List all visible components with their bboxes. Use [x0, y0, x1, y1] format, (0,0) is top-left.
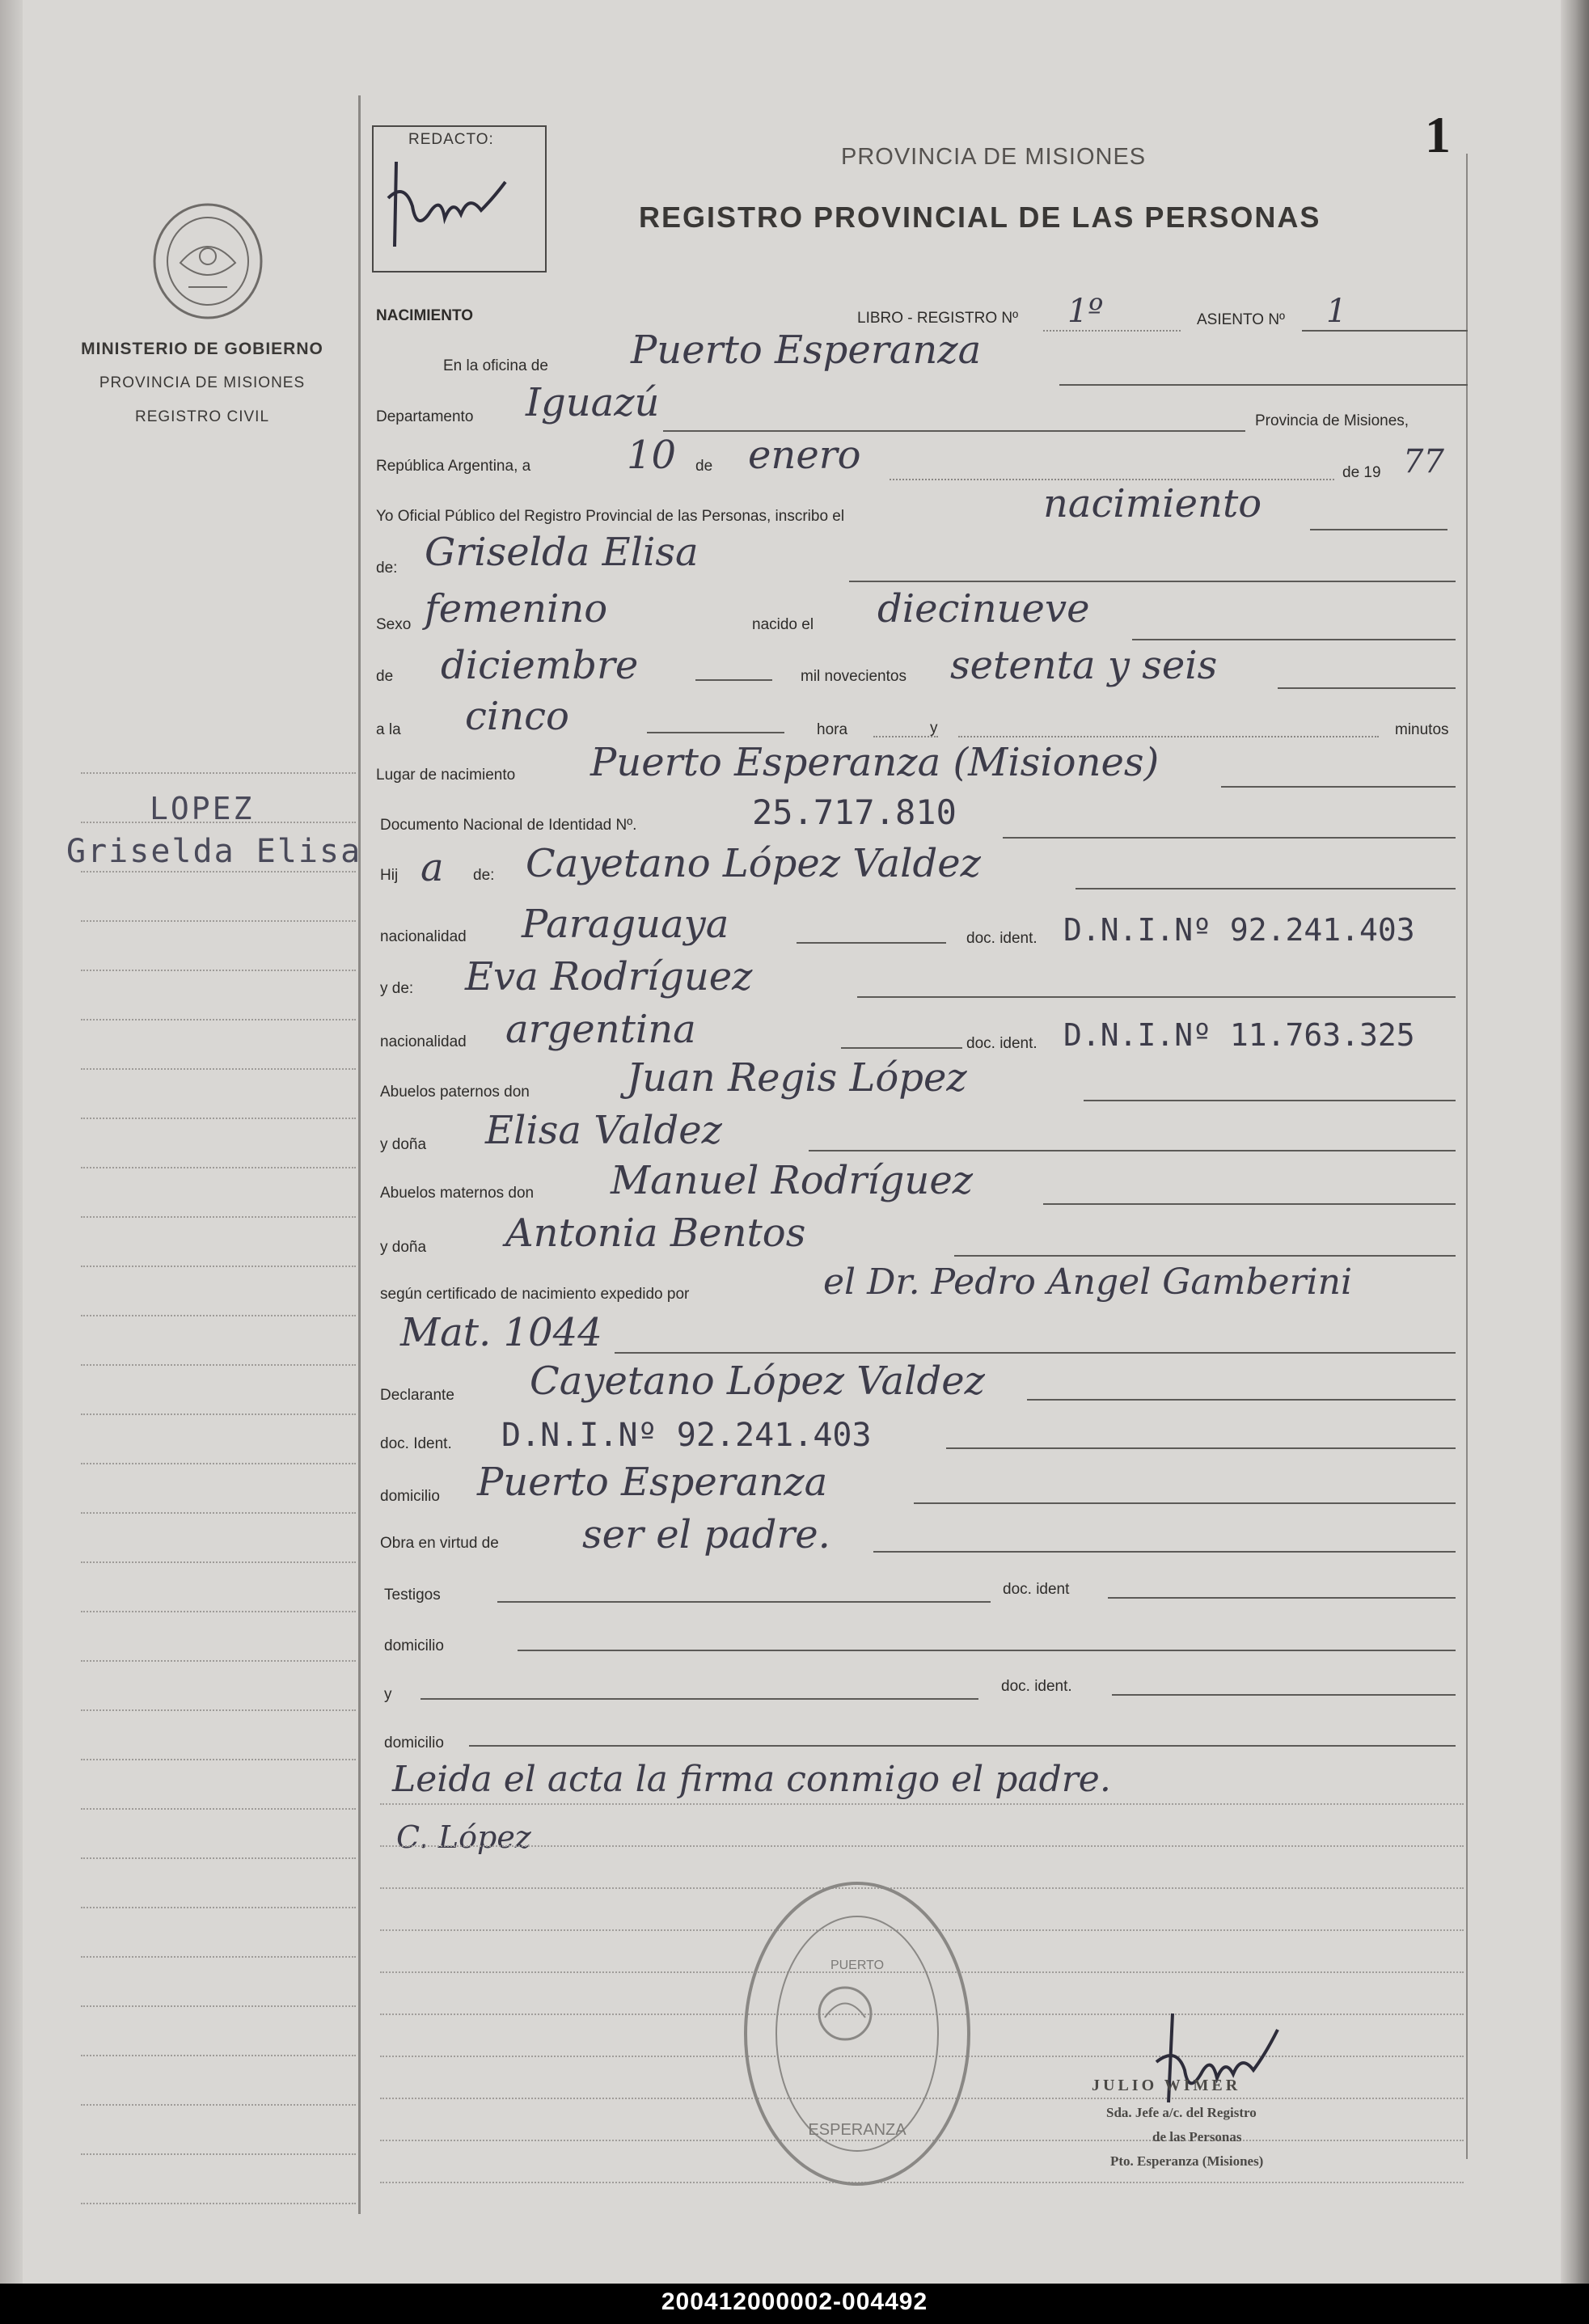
y2-label: y [384, 1686, 392, 1703]
margin-guide-line [81, 1759, 356, 1760]
redacto-label: REDACTO: [408, 131, 494, 148]
ministry-line-2: PROVINCIA DE MISIONES [99, 374, 306, 391]
margin-guide-line [81, 772, 356, 774]
margin-guide-line [81, 1364, 356, 1366]
oficina-label: En la oficina de [443, 357, 548, 374]
minutos-label: minutos [1395, 721, 1449, 738]
docident-testigo2-label: doc. ident. [1001, 1678, 1072, 1695]
margin-guide-line [81, 2055, 356, 2056]
certificado-value-1: el Dr. Pedro Angel Gamberini [823, 1261, 1353, 1303]
departamento-value: Iguazú [526, 380, 660, 425]
margin-guide-line [81, 1512, 356, 1514]
margin-guide-line [81, 1019, 356, 1020]
lugar-value: Puerto Esperanza (Misiones) [590, 740, 1160, 785]
doc-declarante-value: D.N.I.Nº 92.241.403 [501, 1417, 872, 1454]
margin-guide-line [81, 920, 356, 922]
official-signature [1140, 2005, 1286, 2119]
oficina-value: Puerto Esperanza [631, 327, 982, 373]
dni-value: 25.717.810 [752, 792, 957, 832]
madre-value: Eva Rodríguez [465, 954, 753, 999]
province-title: PROVINCIA DE MISIONES [841, 144, 1147, 170]
stamp-center-text: ESPERANZA [808, 2121, 906, 2139]
page-edge [1561, 0, 1589, 2284]
hij-suffix: a [420, 845, 444, 890]
margin-line-right [1466, 154, 1468, 2159]
firma-value: C. López [396, 1819, 531, 1855]
lugar-label: Lugar de nacimiento [376, 767, 516, 784]
margin-guide-line [81, 1660, 356, 1662]
asiento-value: 1 [1326, 293, 1347, 330]
oficial-label: Yo Oficial Público del Registro Provincial de las Personas, inscribo el [376, 508, 845, 525]
nota-value: Leida el acta la firma conmigo el padre. [392, 1759, 1111, 1800]
testigos-label: Testigos [384, 1587, 441, 1604]
official-line-1: Sda. Jefe a/c. del Registro [1106, 2105, 1257, 2120]
official-line-2: de las Personas [1152, 2129, 1242, 2144]
nac-madre-label: nacionalidad [380, 1033, 467, 1050]
margin-guide-line [81, 1315, 356, 1316]
abuelo-paterno-value: Juan Regis López [627, 1055, 967, 1101]
domicilio-label: domicilio [380, 1488, 440, 1505]
hij-de-label: de: [473, 867, 495, 884]
abuela-paterna-value: Elisa Valdez [485, 1108, 722, 1153]
libro-value: 1º [1067, 293, 1104, 330]
margin-guide-line [81, 1611, 356, 1612]
abuelos-paternos-label: Abuelos paternos don [380, 1084, 530, 1101]
mes-value: enero [748, 433, 861, 478]
margin-guide-line [81, 1709, 356, 1711]
hij-label: Hij [380, 867, 399, 884]
departamento-label: Departamento [376, 408, 474, 425]
official-name: JULIO WIMER [1092, 2077, 1241, 2094]
margin-guide-line [81, 1068, 356, 1070]
abuelos-maternos-label: Abuelos maternos don [380, 1185, 535, 1202]
margin-guide-line [81, 1118, 356, 1119]
stamp-center-top: PUERTO [830, 1958, 885, 1972]
nacimiento-label: NACIMIENTO [376, 307, 473, 324]
certificado-value-2: Mat. 1044 [400, 1310, 602, 1355]
acto-value: nacimiento [1043, 481, 1262, 526]
margin-guide-line [81, 2005, 356, 2007]
domicilio-testigo-label: domicilio [384, 1637, 444, 1654]
margin-given-name: Griselda Elisa [66, 833, 362, 870]
dni-label: Documento Nacional de Identidad Nº. [380, 817, 637, 834]
abuela-materna-value: Antonia Bentos [505, 1211, 806, 1256]
ruled-line [380, 1803, 1464, 1805]
libro-label: LIBRO - REGISTRO Nº [857, 310, 1019, 327]
asiento-label: ASIENTO Nº [1197, 311, 1285, 328]
domicilio-testigo2-label: domicilio [384, 1735, 444, 1751]
ministry-line-3: REGISTRO CIVIL [134, 408, 270, 425]
nombre-value: Griselda Elisa [425, 530, 699, 575]
declarante-label: Declarante [380, 1387, 454, 1404]
official-line-3: Pto. Esperanza (Misiones) [1110, 2153, 1264, 2169]
registry-stamp [740, 1876, 974, 2191]
margin-guide-line [81, 1857, 356, 1859]
docident-madre-label: doc. ident. [966, 1035, 1037, 1052]
ala-label: a la [376, 721, 401, 738]
margin-surname: LOPEZ [150, 791, 255, 826]
padre-value: Cayetano López Valdez [526, 841, 981, 886]
nac-padre-value: Paraguaya [522, 902, 729, 947]
abuela-paterna-label: y doña [380, 1136, 427, 1153]
de3-label: de [376, 668, 394, 685]
hora-label: hora [817, 721, 848, 738]
obra-value: ser el padre. [582, 1512, 830, 1557]
redacto-signature [380, 150, 518, 263]
abuela-materna-label: y doña [380, 1239, 427, 1256]
margin-guide-line [81, 1216, 356, 1218]
doc-padre-value: D.N.I.Nº 92.241.403 [1063, 912, 1415, 948]
domicilio-value: Puerto Esperanza [477, 1460, 828, 1505]
ministry-line-1: MINISTERIO DE GOBIERNO [81, 340, 323, 358]
margin-guide-line [81, 2104, 356, 2106]
page-number: 1 [1425, 106, 1451, 163]
margin-line-left [358, 95, 361, 2214]
nac-padre-label: nacionalidad [380, 928, 467, 945]
docident-testigo-label: doc. ident [1003, 1581, 1070, 1598]
margin-guide-line [81, 1167, 356, 1168]
margin-guide-line [81, 1956, 356, 1958]
margin-guide-line [81, 1907, 356, 1908]
footer-id: 200412000002-004492 [661, 2288, 928, 2315]
margin-guide-line [81, 1413, 356, 1415]
ruled-line [380, 1845, 1464, 1847]
republica-label: República Argentina, a [376, 458, 531, 475]
margin-guide-line [81, 1266, 356, 1267]
declarante-value: Cayetano López Valdez [530, 1358, 985, 1404]
province-seal-icon [148, 198, 268, 323]
binding-shadow [0, 0, 23, 2284]
margin-guide-line [81, 1561, 356, 1563]
sexo-value: femenino [425, 586, 608, 632]
yde-label: y de: [380, 980, 414, 997]
docident-declarante-label: doc. Ident. [380, 1435, 452, 1452]
de-label: de [695, 458, 713, 475]
nac-madre-value: argentina [505, 1007, 696, 1052]
anio-prefix: de 19 [1342, 464, 1381, 481]
dia-value: 10 [627, 433, 677, 478]
abuelo-materno-value: Manuel Rodríguez [611, 1158, 974, 1203]
dia-letras-value: diecinueve [877, 586, 1090, 632]
docident-padre-label: doc. ident. [966, 930, 1037, 947]
margin-guide-line [81, 970, 356, 971]
nacido-label: nacido el [752, 616, 814, 633]
margin-guide-line [81, 2153, 356, 2155]
registry-title: REGISTRO PROVINCIAL DE LAS PERSONAS [639, 201, 1321, 234]
mes-letras-value: diciembre [441, 643, 639, 688]
y-label: y [930, 720, 938, 737]
certificado-label: según certificado de nacimiento expedido por [380, 1286, 690, 1303]
provincia-suffix: Provincia de Misiones, [1255, 412, 1409, 429]
sexo-label: Sexo [376, 616, 412, 633]
de2-label: de: [376, 560, 398, 577]
milnov-label: mil novecientos [801, 668, 906, 685]
margin-guide-line [81, 2203, 356, 2204]
margin-guide-line [81, 1463, 356, 1464]
doc-madre-value: D.N.I.Nº 11.763.325 [1063, 1017, 1415, 1053]
margin-guide-line [81, 1808, 356, 1810]
anio-letras-value: setenta y seis [950, 643, 1218, 688]
obra-label: Obra en virtud de [380, 1535, 499, 1552]
anio-value: 77 [1403, 443, 1444, 480]
hora-value: cinco [465, 694, 569, 739]
margin-guide-line [81, 871, 356, 873]
